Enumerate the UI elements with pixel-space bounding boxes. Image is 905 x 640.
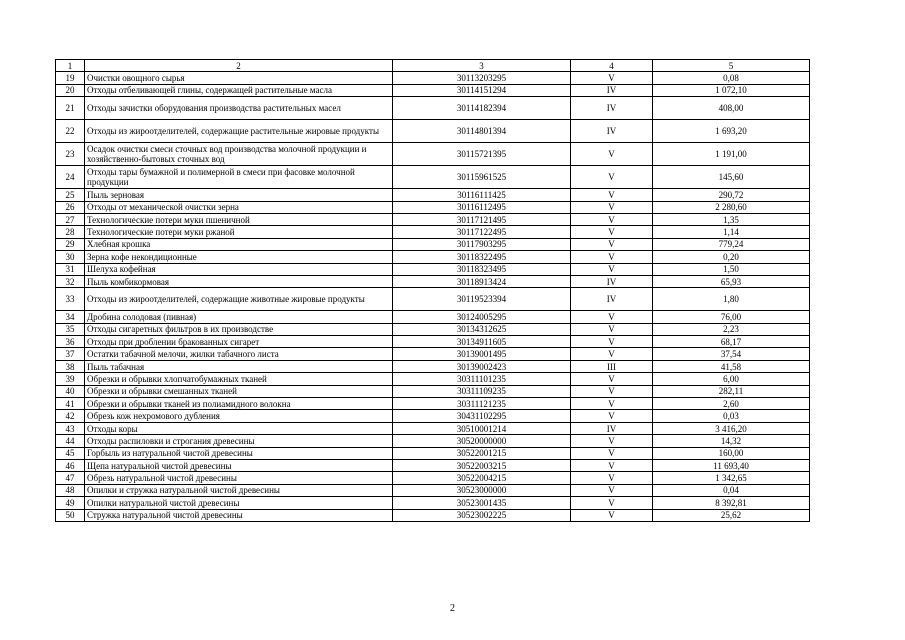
table-row (56, 263, 810, 275)
row-number-cell: 49 (56, 497, 85, 509)
waste-name-cell: Стружка натуральной чистой древесины (85, 509, 393, 521)
row-number-cell: 29 (56, 238, 85, 250)
table-row (56, 360, 810, 372)
table-row (56, 484, 810, 496)
hazard-class-cell: V (571, 373, 653, 385)
waste-name-cell: Пыль табачная (85, 360, 393, 372)
quantity-cell: 1,14 (653, 226, 810, 238)
quantity-cell: 0,08 (653, 72, 810, 84)
table-row (56, 166, 810, 189)
row-number-cell: 44 (56, 435, 85, 447)
fkko-code-cell: 30117121495 (393, 213, 571, 225)
quantity-cell: 1 072,10 (653, 84, 810, 96)
hazard-class-cell: V (571, 497, 653, 509)
page-number: 2 (450, 603, 455, 614)
hazard-class-cell: V (571, 459, 653, 471)
waste-name-cell: Обрезь натуральной чистой древесины (85, 472, 393, 484)
fkko-code-cell: 30523000000 (393, 484, 571, 496)
waste-name-cell: Обрезки и обрывки тканей из полиамидного волокна (85, 398, 393, 410)
table-row (56, 398, 810, 410)
waste-name-cell: Опилки натуральной чистой древесины (85, 497, 393, 509)
hazard-class-cell: V (571, 238, 653, 250)
fkko-code-cell: 30118322495 (393, 251, 571, 263)
table-row (56, 323, 810, 335)
row-number-cell: 47 (56, 472, 85, 484)
quantity-cell: 8 392,81 (653, 497, 810, 509)
waste-name-cell: Пыль комбикормовая (85, 275, 393, 287)
hazard-class-cell: V (571, 323, 653, 335)
row-number-cell: 32 (56, 275, 85, 287)
table-row (56, 509, 810, 521)
quantity-cell: 41,58 (653, 360, 810, 372)
fkko-code-cell: 30113203295 (393, 72, 571, 84)
table-row (56, 435, 810, 447)
row-number-cell: 31 (56, 263, 85, 275)
row-number-cell: 21 (56, 97, 85, 120)
header-cell: 2 (85, 60, 393, 72)
quantity-cell: 65,93 (653, 275, 810, 287)
row-number-cell: 50 (56, 509, 85, 521)
waste-name-cell: Горбыль из натуральной чистой древесины (85, 447, 393, 459)
quantity-cell: 0,04 (653, 484, 810, 496)
quantity-cell: 68,17 (653, 336, 810, 348)
hazard-class-cell: IV (571, 288, 653, 311)
quantity-cell: 6,00 (653, 373, 810, 385)
table-body (56, 60, 810, 522)
quantity-cell: 2,60 (653, 398, 810, 410)
hazard-class-cell: V (571, 311, 653, 323)
row-number-cell: 30 (56, 251, 85, 263)
quantity-cell: 0,03 (653, 410, 810, 422)
hazard-class-cell: V (571, 251, 653, 263)
hazard-class-cell: V (571, 385, 653, 397)
table-row (56, 201, 810, 213)
waste-name-cell: Опилки и стружка натуральной чистой древесины (85, 484, 393, 496)
row-number-cell: 19 (56, 72, 85, 84)
row-number-cell: 48 (56, 484, 85, 496)
waste-name-cell: Щепа натуральной чистой древесины (85, 459, 393, 471)
row-number-cell: 37 (56, 348, 85, 360)
row-number-cell: 24 (56, 166, 85, 189)
quantity-cell: 282,11 (653, 385, 810, 397)
quantity-cell: 408,00 (653, 97, 810, 120)
row-number-cell: 20 (56, 84, 85, 96)
table-row (56, 213, 810, 225)
quantity-cell: 37,54 (653, 348, 810, 360)
table-row (56, 336, 810, 348)
table-row (56, 72, 810, 84)
row-number-cell: 36 (56, 336, 85, 348)
fkko-code-cell: 30118913424 (393, 275, 571, 287)
quantity-cell: 1 191,00 (653, 143, 810, 166)
quantity-cell: 0,20 (653, 251, 810, 263)
waste-name-cell: Остатки табачной мелочи, жилки табачного листа (85, 348, 393, 360)
hazard-class-cell: IV (571, 275, 653, 287)
fkko-code-cell: 30134911605 (393, 336, 571, 348)
row-number-cell: 34 (56, 311, 85, 323)
row-number-cell: 43 (56, 422, 85, 434)
waste-name-cell: Пыль зерновая (85, 189, 393, 201)
table-row (56, 410, 810, 422)
table-row (56, 226, 810, 238)
row-number-cell: 25 (56, 189, 85, 201)
fkko-code-cell: 30119523394 (393, 288, 571, 311)
hazard-class-cell: IV (571, 120, 653, 143)
fkko-code-cell: 30520000000 (393, 435, 571, 447)
waste-name-cell: Отходы из жироотделителей, содержащие растительные жировые продукты (85, 120, 393, 143)
hazard-class-cell: V (571, 484, 653, 496)
hazard-class-cell: V (571, 72, 653, 84)
header-cell: 4 (571, 60, 653, 72)
hazard-class-cell: V (571, 263, 653, 275)
waste-name-cell: Отходы коры (85, 422, 393, 434)
quantity-cell: 2,23 (653, 323, 810, 335)
quantity-cell: 779,24 (653, 238, 810, 250)
hazard-class-cell: V (571, 336, 653, 348)
table-row (56, 288, 810, 311)
fkko-code-cell: 30114151294 (393, 84, 571, 96)
fkko-code-cell: 30139001495 (393, 348, 571, 360)
table-row (56, 238, 810, 250)
waste-name-cell: Технологические потери муки пшеничной (85, 213, 393, 225)
waste-name-cell: Обрезь кож нехромового дубления (85, 410, 393, 422)
waste-name-cell: Обрезки и обрывки хлопчатобумажных тканей (85, 373, 393, 385)
fkko-code-cell: 30311109235 (393, 385, 571, 397)
fkko-code-cell: 30311121235 (393, 398, 571, 410)
table-row (56, 251, 810, 263)
waste-name-cell: Отходы из жироотделителей, содержащие животные жировые продукты (85, 288, 393, 311)
header-row (56, 60, 810, 72)
fkko-code-cell: 30139002423 (393, 360, 571, 372)
quantity-cell: 14,32 (653, 435, 810, 447)
quantity-cell: 76,00 (653, 311, 810, 323)
waste-name-cell: Технологические потери муки ржаной (85, 226, 393, 238)
waste-table (55, 59, 810, 522)
fkko-code-cell: 30117122495 (393, 226, 571, 238)
hazard-class-cell: IV (571, 97, 653, 120)
table-row (56, 373, 810, 385)
row-number-cell: 41 (56, 398, 85, 410)
waste-name-cell: Отходы от механической очистки зерна (85, 201, 393, 213)
fkko-code-cell: 30431102295 (393, 410, 571, 422)
fkko-code-cell: 30116112495 (393, 201, 571, 213)
hazard-class-cell: V (571, 472, 653, 484)
hazard-class-cell: IV (571, 84, 653, 96)
waste-name-cell: Отходы зачистки оборудования производства растительных масел (85, 97, 393, 120)
table-row (56, 97, 810, 120)
table-row (56, 472, 810, 484)
waste-name-cell: Очистки овощного сырья (85, 72, 393, 84)
hazard-class-cell: V (571, 226, 653, 238)
fkko-code-cell: 30124005295 (393, 311, 571, 323)
hazard-class-cell: V (571, 143, 653, 166)
hazard-class-cell: V (571, 447, 653, 459)
row-number-cell: 39 (56, 373, 85, 385)
waste-name-cell: Отходы отбеливающей глины, содержащей растительные масла (85, 84, 393, 96)
table-row (56, 275, 810, 287)
hazard-class-cell: V (571, 201, 653, 213)
fkko-code-cell: 30523001435 (393, 497, 571, 509)
row-number-cell: 42 (56, 410, 85, 422)
table-row (56, 447, 810, 459)
fkko-code-cell: 30134312625 (393, 323, 571, 335)
quantity-cell: 160,00 (653, 447, 810, 459)
row-number-cell: 27 (56, 213, 85, 225)
quantity-cell: 1,80 (653, 288, 810, 311)
row-number-cell: 40 (56, 385, 85, 397)
hazard-class-cell: IV (571, 422, 653, 434)
fkko-code-cell: 30115721395 (393, 143, 571, 166)
quantity-cell: 1 693,20 (653, 120, 810, 143)
quantity-cell: 1 342,65 (653, 472, 810, 484)
table-row (56, 459, 810, 471)
quantity-cell: 145,60 (653, 166, 810, 189)
quantity-cell: 2 280,60 (653, 201, 810, 213)
fkko-code-cell: 30311101235 (393, 373, 571, 385)
table-row (56, 348, 810, 360)
table-row (56, 143, 810, 166)
waste-name-cell: Отходы при дроблении бракованных сигарет (85, 336, 393, 348)
quantity-cell: 11 693,40 (653, 459, 810, 471)
quantity-cell: 290,72 (653, 189, 810, 201)
hazard-class-cell: V (571, 166, 653, 189)
row-number-cell: 28 (56, 226, 85, 238)
fkko-code-cell: 30116111425 (393, 189, 571, 201)
waste-name-cell: Шелуха кофейная (85, 263, 393, 275)
fkko-code-cell: 30114801394 (393, 120, 571, 143)
quantity-cell: 25,62 (653, 509, 810, 521)
fkko-code-cell: 30118323495 (393, 263, 571, 275)
waste-name-cell: Отходы сигаретных фильтров в их производстве (85, 323, 393, 335)
waste-name-cell: Отходы распиловки и строгания древесины (85, 435, 393, 447)
hazard-class-cell: V (571, 348, 653, 360)
hazard-class-cell: V (571, 189, 653, 201)
fkko-code-cell: 30523002225 (393, 509, 571, 521)
fkko-code-cell: 30117903295 (393, 238, 571, 250)
waste-name-cell: Хлебная крошка (85, 238, 393, 250)
row-number-cell: 23 (56, 143, 85, 166)
quantity-cell: 1,50 (653, 263, 810, 275)
quantity-cell: 3 416,20 (653, 422, 810, 434)
hazard-class-cell: III (571, 360, 653, 372)
hazard-class-cell: V (571, 410, 653, 422)
header-cell: 3 (393, 60, 571, 72)
fkko-code-cell: 30114182394 (393, 97, 571, 120)
row-number-cell: 33 (56, 288, 85, 311)
waste-name-cell: Зерна кофе некондиционные (85, 251, 393, 263)
table-row (56, 311, 810, 323)
waste-name-cell: Дробина солодовая (пивная) (85, 311, 393, 323)
waste-name-cell: Обрезки и обрывки смешанных тканей (85, 385, 393, 397)
row-number-cell: 26 (56, 201, 85, 213)
hazard-class-cell: V (571, 398, 653, 410)
fkko-code-cell: 30522001215 (393, 447, 571, 459)
table-row (56, 84, 810, 96)
row-number-cell: 35 (56, 323, 85, 335)
fkko-code-cell: 30115961525 (393, 166, 571, 189)
row-number-cell: 38 (56, 360, 85, 372)
table-row (56, 422, 810, 434)
table-row (56, 497, 810, 509)
header-cell: 1 (56, 60, 85, 72)
row-number-cell: 46 (56, 459, 85, 471)
waste-name-cell: Осадок очистки смеси сточных вод производства молочной продукции и хозяйственно-бытовых сточных вод (85, 143, 393, 166)
hazard-class-cell: V (571, 509, 653, 521)
row-number-cell: 22 (56, 120, 85, 143)
waste-name-cell: Отходы тары бумажной и полимерной в смеси при фасовке молочной продукции (85, 166, 393, 189)
table-row (56, 385, 810, 397)
quantity-cell: 1,35 (653, 213, 810, 225)
row-number-cell: 45 (56, 447, 85, 459)
table-row (56, 189, 810, 201)
fkko-code-cell: 30522004215 (393, 472, 571, 484)
header-cell: 5 (653, 60, 810, 72)
hazard-class-cell: V (571, 213, 653, 225)
fkko-code-cell: 30522003215 (393, 459, 571, 471)
hazard-class-cell: V (571, 435, 653, 447)
table-row (56, 120, 810, 143)
fkko-code-cell: 30510001214 (393, 422, 571, 434)
